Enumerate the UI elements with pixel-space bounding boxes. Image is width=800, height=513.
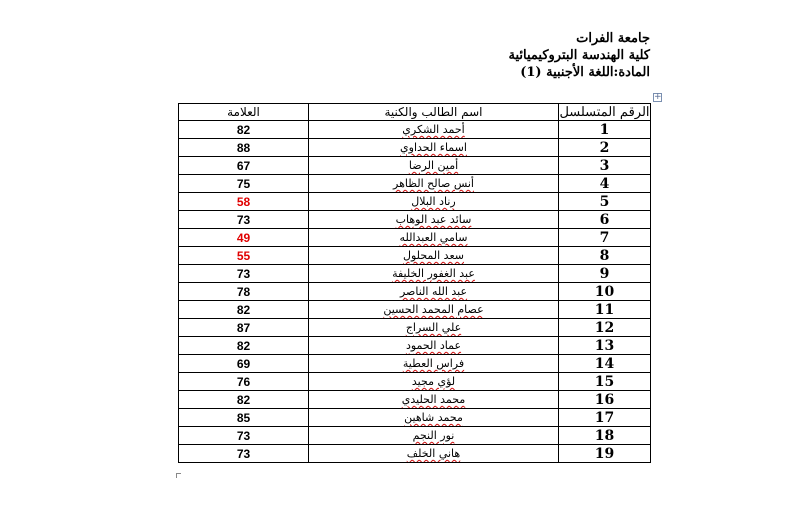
table-body <box>179 121 651 463</box>
table-row <box>179 175 651 193</box>
row-mark-cell: 87 <box>179 319 309 337</box>
page-corner-mark <box>176 473 181 478</box>
row-name-cell <box>309 409 559 427</box>
row-name-cell <box>309 301 559 319</box>
row-mark-cell: 67 <box>179 157 309 175</box>
student-name: لؤي مجيد <box>411 375 456 388</box>
row-name-cell <box>309 427 559 445</box>
table-row <box>179 283 651 301</box>
row-mark-cell: 55 <box>179 247 309 265</box>
row-mark-cell: 88 <box>179 139 309 157</box>
row-seq-cell: 17 <box>559 409 651 427</box>
row-seq-cell: 19 <box>559 445 651 463</box>
row-seq-cell: 7 <box>559 229 651 247</box>
student-name: أنس صالح الظاهر <box>393 177 474 190</box>
table-row <box>179 121 651 139</box>
student-name: عبد الله الناصر <box>399 285 468 298</box>
row-mark-cell: 82 <box>179 391 309 409</box>
row-name-cell <box>309 265 559 283</box>
faculty-name: كلية الهندسة البتروكيميائية <box>508 48 650 63</box>
table-row <box>179 301 651 319</box>
row-mark-cell: 73 <box>179 445 309 463</box>
table-row <box>179 265 651 283</box>
row-name-cell <box>309 355 559 373</box>
row-name-cell <box>309 139 559 157</box>
student-name: هاني الخلف <box>406 447 461 460</box>
student-name: محمد شاهين <box>404 411 463 424</box>
row-mark-cell: 69 <box>179 355 309 373</box>
student-name: أمين الرضا <box>408 159 459 172</box>
row-mark-cell: 82 <box>179 301 309 319</box>
row-name-cell <box>309 373 559 391</box>
row-seq-cell: 11 <box>559 301 651 319</box>
grades-table <box>178 103 651 463</box>
row-seq-cell: 8 <box>559 247 651 265</box>
row-name-cell <box>309 319 559 337</box>
table-row <box>179 139 651 157</box>
row-seq-cell: 13 <box>559 337 651 355</box>
table-row <box>179 409 651 427</box>
row-seq-cell: 5 <box>559 193 651 211</box>
row-mark-cell: 73 <box>179 265 309 283</box>
student-name: سائد عبد الوهاب <box>395 213 472 226</box>
student-name: سعد المحلول <box>403 249 464 262</box>
table-row <box>179 445 651 463</box>
row-mark-cell: 82 <box>179 337 309 355</box>
student-name: سامي العبدالله <box>399 231 468 244</box>
student-name: عبد الغفور الخليفة <box>392 267 475 280</box>
university-name: جامعة الفرات <box>576 31 650 46</box>
row-mark-cell: 73 <box>179 427 309 445</box>
table-row <box>179 229 651 247</box>
row-seq-cell: 15 <box>559 373 651 391</box>
student-name: أحمد الشكري <box>402 123 465 136</box>
row-mark-cell: 82 <box>179 121 309 139</box>
document-header <box>508 30 650 81</box>
table-row <box>179 193 651 211</box>
row-mark-cell: 85 <box>179 409 309 427</box>
column-header-name: اسم الطالب والكنية <box>309 104 559 121</box>
table-row <box>179 337 651 355</box>
table-row <box>179 247 651 265</box>
row-name-cell <box>309 211 559 229</box>
row-name-cell <box>309 283 559 301</box>
table-header-row <box>179 104 651 121</box>
row-seq-cell: 2 <box>559 139 651 157</box>
row-seq-cell: 6 <box>559 211 651 229</box>
row-name-cell <box>309 157 559 175</box>
table-row <box>179 427 651 445</box>
table-row <box>179 211 651 229</box>
row-mark-cell: 49 <box>179 229 309 247</box>
table-row <box>179 391 651 409</box>
row-name-cell <box>309 391 559 409</box>
student-name: عصام المحمد الحسين <box>383 303 484 316</box>
row-name-cell <box>309 121 559 139</box>
student-name: رناد البلال <box>411 195 456 208</box>
move-handle-icon[interactable]: + <box>654 92 662 102</box>
row-name-cell <box>309 229 559 247</box>
student-name: علي السراج <box>405 321 462 334</box>
student-name: محمد الحليدي <box>401 393 466 406</box>
row-name-cell <box>309 445 559 463</box>
row-seq-cell: 3 <box>559 157 651 175</box>
row-seq-cell: 4 <box>559 175 651 193</box>
student-name: عماد الحمود <box>405 339 462 352</box>
column-header-mark: العلامة <box>179 104 309 121</box>
row-mark-cell: 76 <box>179 373 309 391</box>
student-name: نور النجم <box>412 429 455 442</box>
column-header-seq: الرقم المتسلسل <box>559 104 650 120</box>
row-mark-cell: 73 <box>179 211 309 229</box>
table-row <box>179 355 651 373</box>
row-name-cell <box>309 193 559 211</box>
table-row <box>179 157 651 175</box>
row-name-cell <box>309 247 559 265</box>
row-seq-cell: 10 <box>559 283 651 301</box>
row-mark-cell: 78 <box>179 283 309 301</box>
table-row <box>179 319 651 337</box>
row-seq-cell: 14 <box>559 355 651 373</box>
row-name-cell <box>309 337 559 355</box>
row-seq-cell: 18 <box>559 427 651 445</box>
row-seq-cell: 1 <box>559 121 651 139</box>
row-seq-cell: 9 <box>559 265 651 283</box>
row-mark-cell: 75 <box>179 175 309 193</box>
table-row <box>179 373 651 391</box>
row-seq-cell: 16 <box>559 391 651 409</box>
student-name: فراس العطية <box>402 357 465 370</box>
row-name-cell <box>309 175 559 193</box>
row-seq-cell: 12 <box>559 319 651 337</box>
subject-name: المادة:اللغة الأجنبية (1) <box>520 65 650 80</box>
row-mark-cell: 58 <box>179 193 309 211</box>
student-name: اسماء الحداوي <box>400 141 467 154</box>
